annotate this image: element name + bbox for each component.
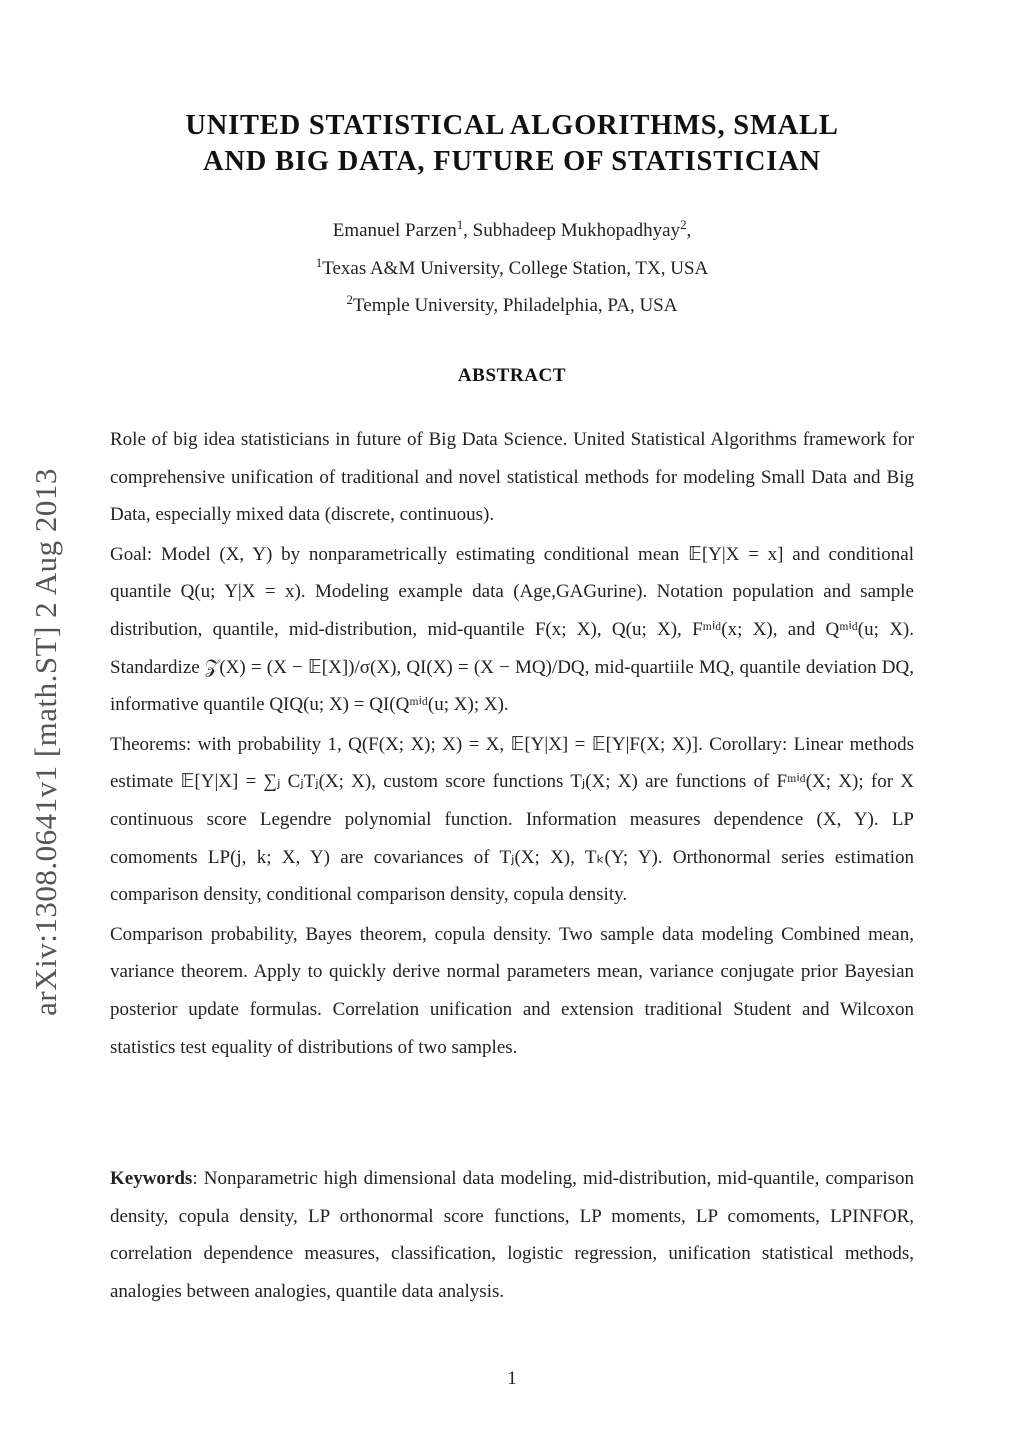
abstract-paragraph-1: Role of big idea statisticians in future of Big Data Science. United Statistical Algorithms framework for comprehensive unification of traditional and novel statistical methods for modeling Small Data and Big Data, especially mixed data (discrete, continuous). [110, 429, 914, 526]
abstract-paragraph-2: Goal: Model (X, Y) by nonparametrically estimating conditional mean 𝔼[Y|X = x] and conditional quantile Q(u; Y|X = x). Modeling example data (Age,GAGurine). Notation population and sample distribution, quantile, mid-distribution, mid-quantile F(x; X), Q(u; X), Fᵐⁱᵈ(x; X), and Qᵐⁱᵈ(u; X). Standardize 𝒵(X) = (X − 𝔼[X])/σ(X), QI(X) = (X − MQ)/DQ, mid-quartiile MQ, quantile deviation DQ, informative quantile QIQ(u; X) = QI(Qᵐⁱᵈ(u; X); X). [110, 543, 914, 716]
abstract-paragraph-3: Theorems: with probability 1, Q(F(X; X); X) = X, 𝔼[Y|X] = 𝔼[Y|F(X; X)]. Corollary: Linear methods estimate 𝔼[Y|X] = ∑ⱼ CⱼTⱼ(X; X), custom score functions Tⱼ(X; X) are functions of Fᵐⁱᵈ(X; X); for X continuous score Legendre polynomial function. Information measures dependence (X, Y). LP comoments LP(j, k; X, Y) are covariances of Tⱼ(X; X), Tₖ(Y; Y). Orthonormal series estimation comparison density, conditional comparison density, copula density. [110, 733, 914, 906]
author-2-affiliation-mark: 2 [680, 216, 687, 232]
arxiv-identifier-stamp: arXiv:1308.0641v1 [math.ST] 2 Aug 2013 [28, 468, 63, 1016]
author-1-name: Emanuel Parzen [332, 220, 457, 241]
paper-title [110, 108, 914, 180]
affiliation-2 [110, 287, 914, 325]
author-names [110, 212, 914, 250]
keywords-block [110, 1160, 914, 1310]
affiliation-1 [110, 250, 914, 288]
abstract-body [110, 421, 914, 1066]
keywords-label: Keywords [110, 1168, 193, 1189]
affiliation-1-text: Texas A&M University, College Station, TX, USA [322, 257, 709, 279]
affiliation-2-mark: 2 [346, 291, 353, 307]
abstract-heading: ABSTRACT [457, 365, 567, 386]
author-separator: , [463, 220, 473, 241]
page-number: 1 [507, 1368, 517, 1389]
author-1-affiliation-mark: 1 [456, 216, 464, 232]
keywords-paragraph [110, 1160, 914, 1310]
author-block [110, 212, 914, 325]
title-line-1: UNITED STATISTICAL ALGORITHMS, SMALL [185, 110, 839, 141]
affiliation-1-mark: 1 [315, 254, 323, 270]
title-line-2: AND BIG DATA, FUTURE OF STATISTICIAN [203, 146, 821, 177]
author-2-name: Subhadeep Mukhopadhyay [472, 220, 681, 241]
affiliation-2-text: Temple University, Philadelphia, PA, USA [352, 295, 678, 316]
keywords-text: : Nonparametric high dimensional data modeling, mid-distribution, mid-quantile, comparison density, copula density, LP orthonormal score functions, LP moments, LP comoments, LPINFOR, correlation dependence measures, classification, logistic regression, unification statistical methods, analogies between analogies, quantile data analysis. [110, 1168, 914, 1302]
abstract-paragraph-4: Comparison probability, Bayes theorem, copula density. Two sample data modeling Combined mean, variance theorem. Apply to quickly derive normal parameters mean, variance conjugate prior Bayesian posterior update formulas. Correlation unification and extension traditional Student and Wilcoxon statistics test equality of distributions of two samples. [110, 923, 914, 1058]
author-trailing-comma: , [686, 220, 692, 241]
